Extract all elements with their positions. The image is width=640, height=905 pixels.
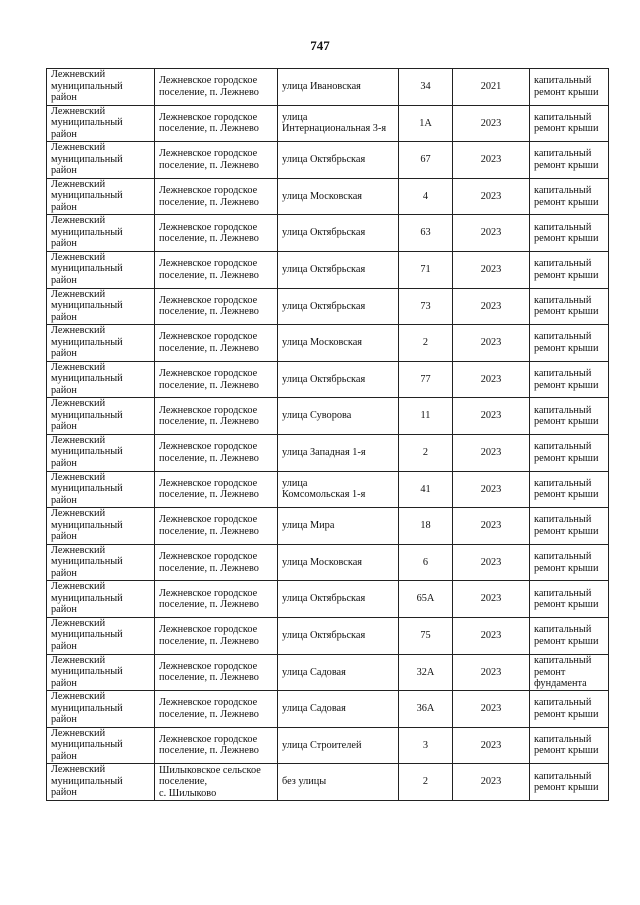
district-cell: Лежневский муниципальный район xyxy=(47,361,155,398)
year-cell: 2023 xyxy=(453,398,530,435)
year-cell: 2023 xyxy=(453,764,530,801)
district-cell: Лежневский муниципальный район xyxy=(47,69,155,106)
work-type-cell: капитальный ремонт крыши xyxy=(530,581,609,618)
work-type-cell: капитальный ремонт крыши xyxy=(530,617,609,654)
table-row xyxy=(47,691,609,728)
house-number-cell: 36А xyxy=(399,691,453,728)
district-cell: Лежневский муниципальный район xyxy=(47,508,155,545)
settlement-cell: Шилыковское сельское поселение, с. Шилыково xyxy=(155,764,278,801)
street-cell: без улицы xyxy=(278,764,399,801)
table-body xyxy=(47,69,609,801)
table-row xyxy=(47,654,609,691)
street-cell: улица Суворова xyxy=(278,398,399,435)
house-number-cell: 2 xyxy=(399,325,453,362)
work-type-cell: капитальный ремонт крыши xyxy=(530,398,609,435)
work-type-cell: капитальный ремонт крыши xyxy=(530,251,609,288)
street-cell: улица Московская xyxy=(278,325,399,362)
district-cell: Лежневский муниципальный район xyxy=(47,325,155,362)
year-cell: 2023 xyxy=(453,215,530,252)
house-number-cell: 32А xyxy=(399,654,453,691)
year-cell: 2023 xyxy=(453,105,530,142)
work-type-cell: капитальный ремонт крыши xyxy=(530,142,609,179)
year-cell: 2023 xyxy=(453,471,530,508)
year-cell: 2023 xyxy=(453,691,530,728)
table-row xyxy=(47,471,609,508)
year-cell: 2023 xyxy=(453,178,530,215)
street-cell: улица Октябрьская xyxy=(278,215,399,252)
work-type-cell: капитальный ремонт крыши xyxy=(530,325,609,362)
year-cell: 2023 xyxy=(453,654,530,691)
work-type-cell: капитальный ремонт крыши xyxy=(530,764,609,801)
settlement-cell: Лежневское городское поселение, п. Лежнево xyxy=(155,434,278,471)
house-number-cell: 2 xyxy=(399,764,453,801)
house-number-cell: 34 xyxy=(399,69,453,106)
work-type-cell: капитальный ремонт крыши xyxy=(530,544,609,581)
settlement-cell: Лежневское городское поселение, п. Лежнево xyxy=(155,727,278,764)
work-type-cell: капитальный ремонт фундамента xyxy=(530,654,609,691)
district-cell: Лежневский муниципальный район xyxy=(47,251,155,288)
district-cell: Лежневский муниципальный район xyxy=(47,142,155,179)
house-number-cell: 2 xyxy=(399,434,453,471)
district-cell: Лежневский муниципальный район xyxy=(47,691,155,728)
street-cell: улица Октябрьская xyxy=(278,581,399,618)
house-number-cell: 1А xyxy=(399,105,453,142)
work-type-cell: капитальный ремонт крыши xyxy=(530,288,609,325)
settlement-cell: Лежневское городское поселение, п. Лежнево xyxy=(155,215,278,252)
street-cell: улица Садовая xyxy=(278,691,399,728)
district-cell: Лежневский муниципальный район xyxy=(47,398,155,435)
settlement-cell: Лежневское городское поселение, п. Лежнево xyxy=(155,471,278,508)
street-cell: улица Мира xyxy=(278,508,399,545)
housing-repair-table xyxy=(46,68,609,801)
table-row xyxy=(47,325,609,362)
street-cell: улица Октябрьская xyxy=(278,288,399,325)
table-row xyxy=(47,105,609,142)
table-row xyxy=(47,617,609,654)
street-cell: улица Московская xyxy=(278,178,399,215)
table-row xyxy=(47,215,609,252)
settlement-cell: Лежневское городское поселение, п. Лежнево xyxy=(155,361,278,398)
street-cell: улица Садовая xyxy=(278,654,399,691)
house-number-cell: 73 xyxy=(399,288,453,325)
work-type-cell: капитальный ремонт крыши xyxy=(530,508,609,545)
table-row xyxy=(47,69,609,106)
settlement-cell: Лежневское городское поселение, п. Лежнево xyxy=(155,178,278,215)
settlement-cell: Лежневское городское поселение, п. Лежнево xyxy=(155,544,278,581)
year-cell: 2023 xyxy=(453,251,530,288)
district-cell: Лежневский муниципальный район xyxy=(47,654,155,691)
year-cell: 2023 xyxy=(453,434,530,471)
district-cell: Лежневский муниципальный район xyxy=(47,764,155,801)
settlement-cell: Лежневское городское поселение, п. Лежнево xyxy=(155,251,278,288)
street-cell: улица Октябрьская xyxy=(278,361,399,398)
house-number-cell: 3 xyxy=(399,727,453,764)
work-type-cell: капитальный ремонт крыши xyxy=(530,691,609,728)
table-row xyxy=(47,508,609,545)
house-number-cell: 41 xyxy=(399,471,453,508)
settlement-cell: Лежневское городское поселение, п. Лежнево xyxy=(155,105,278,142)
year-cell: 2021 xyxy=(453,69,530,106)
house-number-cell: 18 xyxy=(399,508,453,545)
street-cell: улица Октябрьская xyxy=(278,142,399,179)
street-cell: улица Интернациональная 3-я xyxy=(278,105,399,142)
year-cell: 2023 xyxy=(453,142,530,179)
house-number-cell: 63 xyxy=(399,215,453,252)
district-cell: Лежневский муниципальный район xyxy=(47,434,155,471)
work-type-cell: капитальный ремонт крыши xyxy=(530,727,609,764)
settlement-cell: Лежневское городское поселение, п. Лежнево xyxy=(155,325,278,362)
year-cell: 2023 xyxy=(453,727,530,764)
house-number-cell: 71 xyxy=(399,251,453,288)
table-row xyxy=(47,142,609,179)
district-cell: Лежневский муниципальный район xyxy=(47,215,155,252)
district-cell: Лежневский муниципальный район xyxy=(47,581,155,618)
table-row xyxy=(47,764,609,801)
district-cell: Лежневский муниципальный район xyxy=(47,288,155,325)
table-row xyxy=(47,727,609,764)
table-row xyxy=(47,434,609,471)
street-cell: улица Октябрьская xyxy=(278,251,399,288)
house-number-cell: 77 xyxy=(399,361,453,398)
year-cell: 2023 xyxy=(453,617,530,654)
house-number-cell: 75 xyxy=(399,617,453,654)
street-cell: улица Московская xyxy=(278,544,399,581)
settlement-cell: Лежневское городское поселение, п. Лежнево xyxy=(155,398,278,435)
street-cell: улица Октябрьская xyxy=(278,617,399,654)
street-cell: улица Западная 1-я xyxy=(278,434,399,471)
settlement-cell: Лежневское городское поселение, п. Лежнево xyxy=(155,288,278,325)
table-row xyxy=(47,398,609,435)
table-row xyxy=(47,581,609,618)
settlement-cell: Лежневское городское поселение, п. Лежнево xyxy=(155,654,278,691)
district-cell: Лежневский муниципальный район xyxy=(47,178,155,215)
street-cell: улица Ивановская xyxy=(278,69,399,106)
settlement-cell: Лежневское городское поселение, п. Лежнево xyxy=(155,581,278,618)
house-number-cell: 11 xyxy=(399,398,453,435)
year-cell: 2023 xyxy=(453,288,530,325)
district-cell: Лежневский муниципальный район xyxy=(47,617,155,654)
district-cell: Лежневский муниципальный район xyxy=(47,105,155,142)
district-cell: Лежневский муниципальный район xyxy=(47,544,155,581)
house-number-cell: 67 xyxy=(399,142,453,179)
district-cell: Лежневский муниципальный район xyxy=(47,471,155,508)
house-number-cell: 65А xyxy=(399,581,453,618)
work-type-cell: капитальный ремонт крыши xyxy=(530,471,609,508)
house-number-cell: 4 xyxy=(399,178,453,215)
work-type-cell: капитальный ремонт крыши xyxy=(530,105,609,142)
work-type-cell: капитальный ремонт крыши xyxy=(530,361,609,398)
table-row xyxy=(47,251,609,288)
year-cell: 2023 xyxy=(453,508,530,545)
year-cell: 2023 xyxy=(453,361,530,398)
street-cell: улица Комсомольская 1-я xyxy=(278,471,399,508)
house-number-cell: 6 xyxy=(399,544,453,581)
table-row xyxy=(47,178,609,215)
street-cell: улица Строителей xyxy=(278,727,399,764)
settlement-cell: Лежневское городское поселение, п. Лежнево xyxy=(155,69,278,106)
year-cell: 2023 xyxy=(453,581,530,618)
settlement-cell: Лежневское городское поселение, п. Лежнево xyxy=(155,617,278,654)
work-type-cell: капитальный ремонт крыши xyxy=(530,215,609,252)
settlement-cell: Лежневское городское поселение, п. Лежнево xyxy=(155,142,278,179)
work-type-cell: капитальный ремонт крыши xyxy=(530,178,609,215)
page-number: 747 xyxy=(310,38,330,53)
table-row xyxy=(47,288,609,325)
work-type-cell: капитальный ремонт крыши xyxy=(530,434,609,471)
year-cell: 2023 xyxy=(453,325,530,362)
table-row xyxy=(47,544,609,581)
work-type-cell: капитальный ремонт крыши xyxy=(530,69,609,106)
year-cell: 2023 xyxy=(453,544,530,581)
settlement-cell: Лежневское городское поселение, п. Лежнево xyxy=(155,691,278,728)
district-cell: Лежневский муниципальный район xyxy=(47,727,155,764)
table-row xyxy=(47,361,609,398)
settlement-cell: Лежневское городское поселение, п. Лежнево xyxy=(155,508,278,545)
